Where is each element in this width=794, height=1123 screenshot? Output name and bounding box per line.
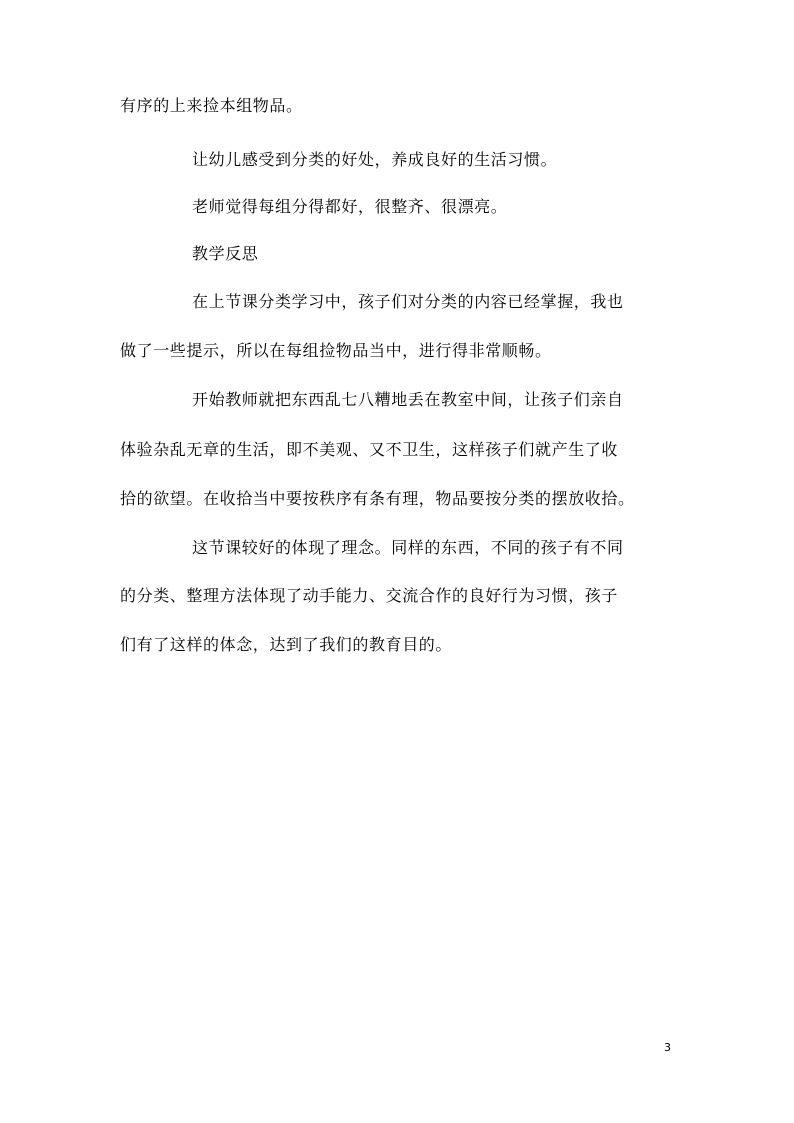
- text-line: 的分类、整理方法体现了动手能力、交流合作的良好行为习惯，孩子: [120, 586, 619, 605]
- text-line: 们有了这样的体念，达到了我们的教育目的。: [120, 635, 453, 654]
- text-line: 体验杂乱无章的生活，即不美观、又不卫生，这样孩子们就产生了收: [120, 440, 619, 459]
- text-line: 做了一些提示，所以在每组捡物品当中，进行得非常顺畅。: [120, 341, 552, 360]
- text-line: 拾的欲望。在收拾当中要按秩序有条有理，物品要按分类的摆放收拾。: [120, 489, 635, 508]
- text-line: 让幼儿感受到分类的好处，养成良好的生活习惯。: [192, 150, 558, 169]
- section-heading: 教学反思: [192, 244, 259, 263]
- text-line: 有序的上来捡本组物品。: [120, 96, 303, 115]
- page-number: 3: [664, 1041, 671, 1054]
- text-line: 开始教师就把东西乱七八糟地丢在教室中间，让孩子们亲自: [192, 390, 624, 409]
- text-line: 这节课较好的体现了理念。同样的东西，不同的孩子有不同: [192, 538, 624, 557]
- text-line: 老师觉得每组分得都好，很整齐、很漂亮。: [192, 197, 508, 216]
- text-line: 在上节课分类学习中，孩子们对分类的内容已经掌握，我也: [192, 292, 624, 311]
